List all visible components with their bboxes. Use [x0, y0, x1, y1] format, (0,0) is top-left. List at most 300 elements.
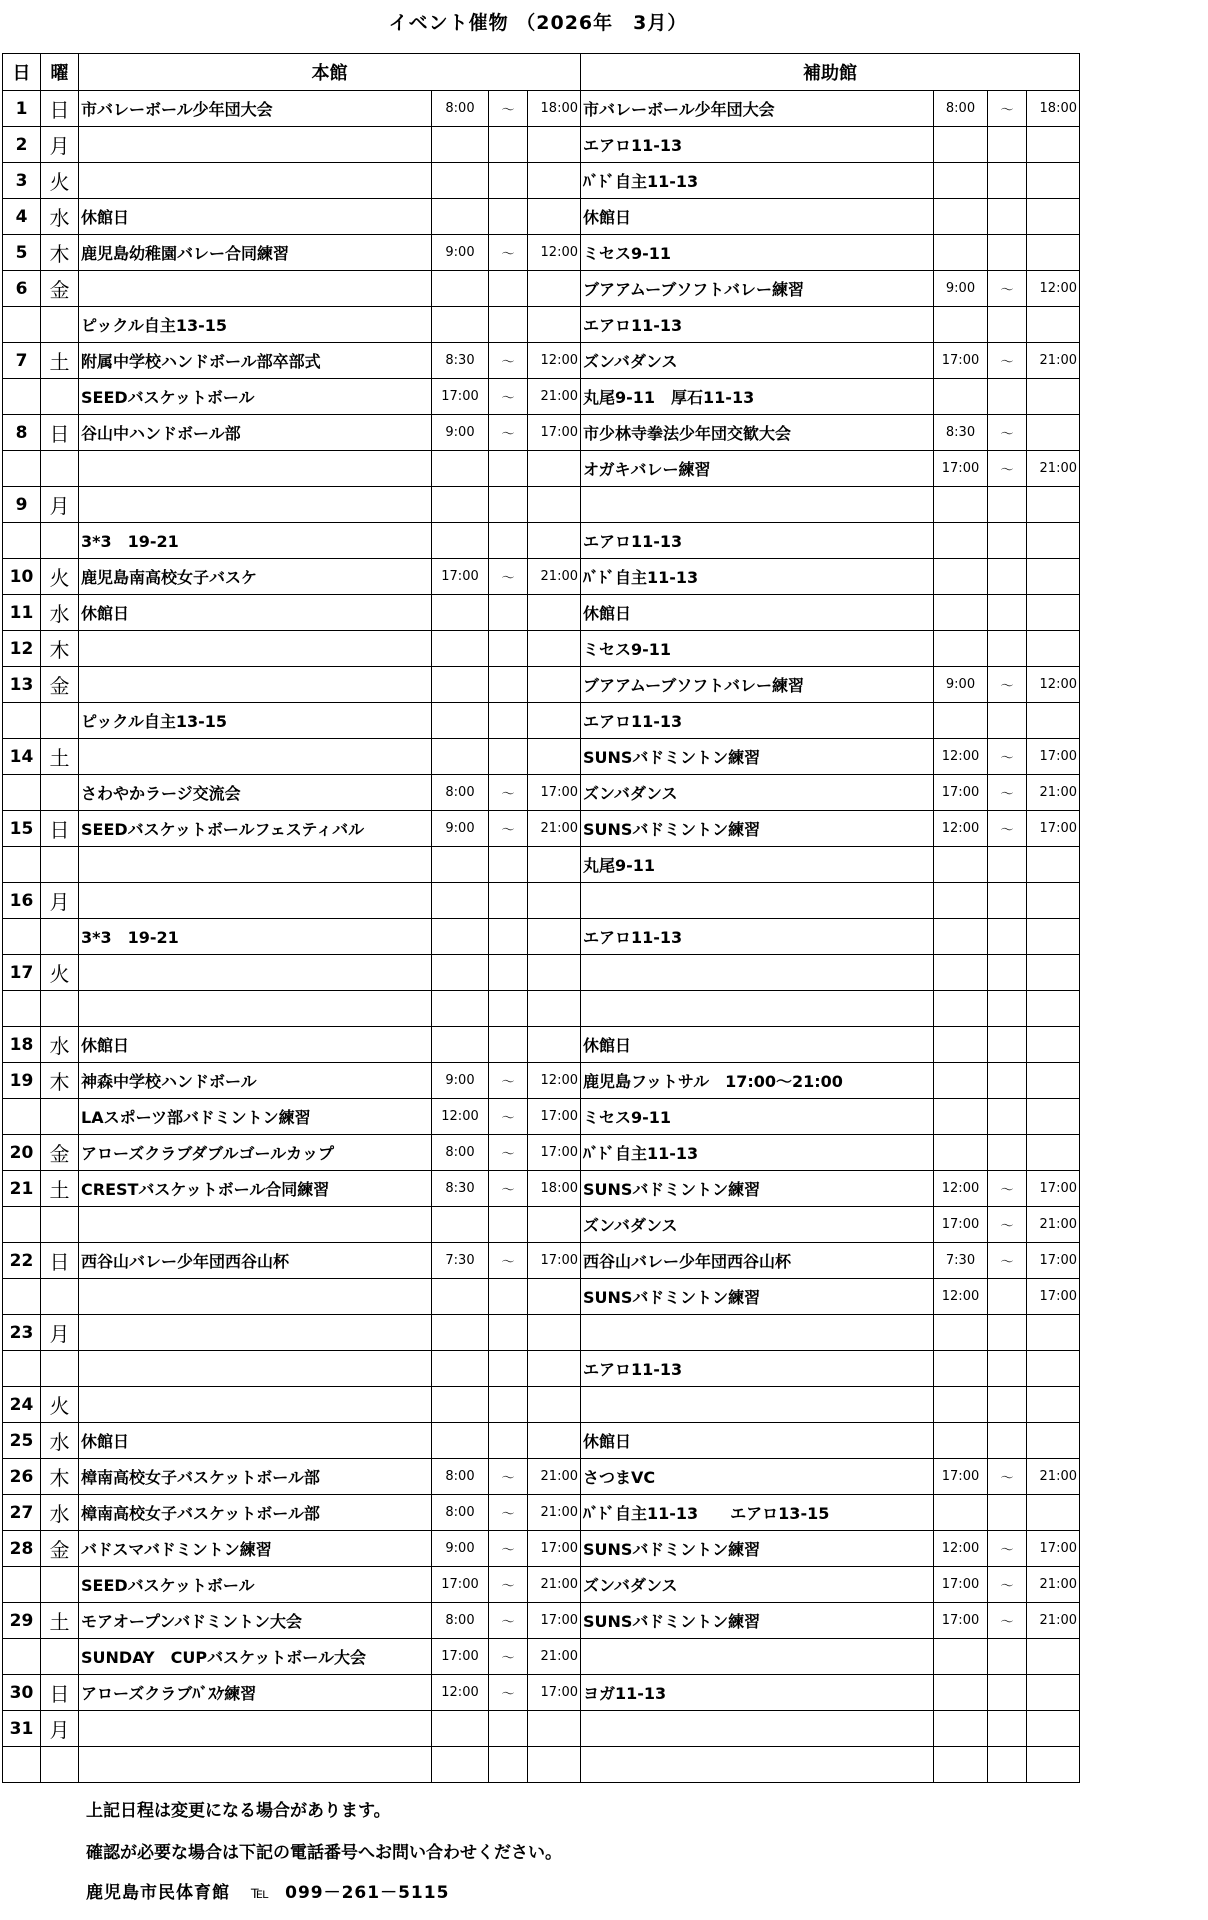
annex-event-cell: エアロ11-13: [581, 523, 934, 559]
main-end-cell: 21:00: [528, 1459, 581, 1495]
annex-tilde-cell: [988, 1423, 1027, 1459]
annex-tilde-cell: [988, 307, 1027, 343]
day-cell: [3, 1279, 41, 1315]
day-cell: 8: [3, 415, 41, 451]
main-start-cell: 8:00: [432, 1135, 489, 1171]
main-tilde-cell: ～: [489, 1567, 528, 1603]
main-event-cell: SEEDバスケットボールフェスティバル: [79, 811, 432, 847]
main-event-cell: CRESTバスケットボール合同練習: [79, 1171, 432, 1207]
annex-start-cell: 17:00: [934, 1603, 988, 1639]
table-header-row: [3, 54, 1080, 91]
main-start-cell: [432, 955, 489, 991]
table-row: [3, 1459, 1080, 1495]
schedule-rows: [3, 91, 1080, 1783]
table-row: [3, 379, 1080, 415]
table-row: [3, 1243, 1080, 1279]
main-end-cell: [528, 523, 581, 559]
main-end-cell: [528, 163, 581, 199]
table-row: [3, 343, 1080, 379]
annex-event-cell: 市少林寺拳法少年団交歓大会: [581, 415, 934, 451]
annex-event-cell: [581, 1747, 934, 1783]
annex-tilde-cell: [988, 1279, 1027, 1315]
weekday-cell: 月: [41, 1711, 79, 1747]
weekday-cell: 日: [41, 1243, 79, 1279]
annex-tilde-cell: [988, 883, 1027, 919]
main-start-cell: [432, 595, 489, 631]
weekday-cell: [41, 991, 79, 1027]
annex-tilde-cell: [988, 1495, 1027, 1531]
annex-start-cell: [934, 1315, 988, 1351]
main-event-cell: [79, 1747, 432, 1783]
main-tilde-cell: [489, 1387, 528, 1423]
header-annex-hall: 補助館: [581, 54, 1080, 91]
annex-start-cell: [934, 955, 988, 991]
main-end-cell: [528, 1387, 581, 1423]
main-event-cell: アローズクラブダブルゴールカップ: [79, 1135, 432, 1171]
weekday-cell: 日: [41, 811, 79, 847]
annex-tilde-cell: [988, 163, 1027, 199]
day-cell: 12: [3, 631, 41, 667]
main-end-cell: [528, 1279, 581, 1315]
main-end-cell: 21:00: [528, 379, 581, 415]
annex-end-cell: [1027, 487, 1080, 523]
annex-start-cell: [934, 1747, 988, 1783]
table-row: [3, 163, 1080, 199]
table-row: [3, 991, 1080, 1027]
annex-event-cell: [581, 1315, 934, 1351]
main-end-cell: 21:00: [528, 1495, 581, 1531]
main-tilde-cell: [489, 271, 528, 307]
table-row: [3, 127, 1080, 163]
table-row: [3, 703, 1080, 739]
annex-tilde-cell: [988, 1027, 1027, 1063]
day-cell: [3, 991, 41, 1027]
annex-event-cell: SUNSバドミントン練習: [581, 811, 934, 847]
main-end-cell: [528, 739, 581, 775]
table-row: [3, 415, 1080, 451]
table-row: [3, 1315, 1080, 1351]
annex-tilde-cell: ～: [988, 1603, 1027, 1639]
annex-end-cell: [1027, 1027, 1080, 1063]
main-start-cell: [432, 163, 489, 199]
annex-tilde-cell: [988, 523, 1027, 559]
main-event-cell: [79, 1279, 432, 1315]
main-event-cell: 休館日: [79, 1027, 432, 1063]
main-start-cell: [432, 739, 489, 775]
day-cell: 9: [3, 487, 41, 523]
contact-line: [86, 1878, 449, 1903]
main-start-cell: [432, 991, 489, 1027]
annex-tilde-cell: ～: [988, 271, 1027, 307]
main-event-cell: さわやかラージ交流会: [79, 775, 432, 811]
main-start-cell: [432, 1315, 489, 1351]
weekday-cell: 火: [41, 559, 79, 595]
main-end-cell: [528, 1711, 581, 1747]
annex-start-cell: 12:00: [934, 811, 988, 847]
day-cell: 15: [3, 811, 41, 847]
annex-tilde-cell: [988, 1387, 1027, 1423]
weekday-cell: 火: [41, 1387, 79, 1423]
main-tilde-cell: ～: [489, 1099, 528, 1135]
table-row: [3, 1279, 1080, 1315]
annex-event-cell: ズンバダンス: [581, 343, 934, 379]
annex-tilde-cell: [988, 1315, 1027, 1351]
annex-event-cell: ﾊﾞﾄﾞ自主11-13: [581, 559, 934, 595]
main-tilde-cell: [489, 1747, 528, 1783]
table-row: [3, 1747, 1080, 1783]
phone-icon: ℡: [250, 1883, 271, 1903]
annex-end-cell: [1027, 1747, 1080, 1783]
annex-start-cell: 12:00: [934, 739, 988, 775]
annex-start-cell: 17:00: [934, 451, 988, 487]
table-row: [3, 559, 1080, 595]
annex-start-cell: [934, 163, 988, 199]
main-start-cell: 9:00: [432, 1531, 489, 1567]
annex-event-cell: ミセス9-11: [581, 1099, 934, 1135]
day-cell: [3, 919, 41, 955]
weekday-cell: [41, 379, 79, 415]
annex-start-cell: [934, 1351, 988, 1387]
annex-event-cell: ﾊﾞﾄﾞ自主11-13: [581, 1135, 934, 1171]
annex-event-cell: ﾊﾞﾄﾞ自主11-13 エアロ13-15: [581, 1495, 934, 1531]
org-name: 鹿児島市民体育館: [86, 1883, 230, 1903]
main-end-cell: [528, 1351, 581, 1387]
main-tilde-cell: [489, 487, 528, 523]
annex-tilde-cell: [988, 847, 1027, 883]
main-event-cell: ピックル自主13-15: [79, 703, 432, 739]
weekday-cell: 木: [41, 1459, 79, 1495]
annex-end-cell: 17:00: [1027, 1531, 1080, 1567]
main-start-cell: 7:30: [432, 1243, 489, 1279]
annex-end-cell: [1027, 955, 1080, 991]
day-cell: [3, 307, 41, 343]
main-event-cell: [79, 667, 432, 703]
annex-end-cell: [1027, 559, 1080, 595]
annex-tilde-cell: [988, 487, 1027, 523]
day-cell: [3, 703, 41, 739]
table-row: [3, 1639, 1080, 1675]
annex-event-cell: ﾊﾞﾄﾞ自主11-13: [581, 163, 934, 199]
main-end-cell: [528, 595, 581, 631]
main-tilde-cell: [489, 703, 528, 739]
annex-tilde-cell: [988, 1351, 1027, 1387]
annex-end-cell: 17:00: [1027, 1279, 1080, 1315]
weekday-cell: [41, 1099, 79, 1135]
weekday-cell: 木: [41, 631, 79, 667]
annex-end-cell: [1027, 1063, 1080, 1099]
annex-start-cell: [934, 883, 988, 919]
main-event-cell: [79, 451, 432, 487]
weekday-cell: 日: [41, 415, 79, 451]
main-tilde-cell: ～: [489, 1243, 528, 1279]
table-row: [3, 235, 1080, 271]
main-event-cell: 西谷山バレー少年団西谷山杯: [79, 1243, 432, 1279]
day-cell: 5: [3, 235, 41, 271]
annex-end-cell: [1027, 883, 1080, 919]
annex-event-cell: [581, 955, 934, 991]
weekday-cell: 月: [41, 883, 79, 919]
table-row: [3, 1711, 1080, 1747]
day-cell: 24: [3, 1387, 41, 1423]
annex-tilde-cell: [988, 1099, 1027, 1135]
table-row: [3, 1567, 1080, 1603]
weekday-cell: [41, 1207, 79, 1243]
annex-end-cell: [1027, 163, 1080, 199]
table-row: [3, 1135, 1080, 1171]
annex-tilde-cell: ～: [988, 811, 1027, 847]
annex-event-cell: さつまVC: [581, 1459, 934, 1495]
annex-end-cell: [1027, 127, 1080, 163]
day-cell: 27: [3, 1495, 41, 1531]
main-end-cell: 18:00: [528, 91, 581, 127]
main-tilde-cell: ～: [489, 235, 528, 271]
day-cell: [3, 775, 41, 811]
annex-start-cell: [934, 991, 988, 1027]
annex-tilde-cell: [988, 595, 1027, 631]
main-tilde-cell: [489, 1711, 528, 1747]
main-end-cell: 17:00: [528, 1603, 581, 1639]
table-row: [3, 739, 1080, 775]
main-event-cell: バドスマバドミントン練習: [79, 1531, 432, 1567]
main-start-cell: [432, 1207, 489, 1243]
main-end-cell: 12:00: [528, 1063, 581, 1099]
annex-end-cell: [1027, 1639, 1080, 1675]
main-start-cell: 8:00: [432, 1459, 489, 1495]
annex-event-cell: 休館日: [581, 199, 934, 235]
day-cell: [3, 1567, 41, 1603]
main-start-cell: [432, 703, 489, 739]
day-cell: 26: [3, 1459, 41, 1495]
table-row: [3, 667, 1080, 703]
day-cell: 17: [3, 955, 41, 991]
weekday-cell: [41, 919, 79, 955]
annex-event-cell: 休館日: [581, 595, 934, 631]
main-start-cell: [432, 847, 489, 883]
annex-start-cell: [934, 919, 988, 955]
annex-start-cell: [934, 487, 988, 523]
main-end-cell: [528, 667, 581, 703]
annex-event-cell: エアロ11-13: [581, 1351, 934, 1387]
main-end-cell: [528, 919, 581, 955]
annex-tilde-cell: ～: [988, 91, 1027, 127]
main-event-cell: SEEDバスケットボール: [79, 1567, 432, 1603]
main-event-cell: 休館日: [79, 199, 432, 235]
main-start-cell: [432, 1711, 489, 1747]
annex-tilde-cell: [988, 1135, 1027, 1171]
weekday-cell: 土: [41, 343, 79, 379]
main-event-cell: ピックル自主13-15: [79, 307, 432, 343]
annex-tilde-cell: ～: [988, 415, 1027, 451]
annex-event-cell: SUNSバドミントン練習: [581, 739, 934, 775]
main-tilde-cell: [489, 883, 528, 919]
main-event-cell: 3*3 19-21: [79, 523, 432, 559]
day-cell: [3, 379, 41, 415]
weekday-cell: 水: [41, 1495, 79, 1531]
main-tilde-cell: ～: [489, 811, 528, 847]
annex-tilde-cell: [988, 1711, 1027, 1747]
annex-start-cell: 17:00: [934, 1567, 988, 1603]
annex-end-cell: [1027, 1351, 1080, 1387]
main-event-cell: [79, 847, 432, 883]
annex-start-cell: 17:00: [934, 1207, 988, 1243]
annex-event-cell: 丸尾9-11 厚石11-13: [581, 379, 934, 415]
annex-end-cell: 21:00: [1027, 1603, 1080, 1639]
main-tilde-cell: [489, 307, 528, 343]
main-event-cell: [79, 1315, 432, 1351]
annex-event-cell: [581, 487, 934, 523]
table-row: [3, 1027, 1080, 1063]
main-tilde-cell: [489, 739, 528, 775]
main-end-cell: 12:00: [528, 343, 581, 379]
weekday-cell: 木: [41, 235, 79, 271]
main-end-cell: [528, 955, 581, 991]
header-main-hall: 本館: [79, 54, 581, 91]
annex-tilde-cell: ～: [988, 1171, 1027, 1207]
main-tilde-cell: ～: [489, 415, 528, 451]
table-row: [3, 847, 1080, 883]
annex-tilde-cell: ～: [988, 451, 1027, 487]
annex-event-cell: [581, 1387, 934, 1423]
main-tilde-cell: ～: [489, 379, 528, 415]
annex-end-cell: [1027, 1315, 1080, 1351]
annex-event-cell: ミセス9-11: [581, 631, 934, 667]
annex-end-cell: [1027, 847, 1080, 883]
weekday-cell: 火: [41, 163, 79, 199]
main-event-cell: SEEDバスケットボール: [79, 379, 432, 415]
main-start-cell: 8:00: [432, 91, 489, 127]
annex-start-cell: [934, 1639, 988, 1675]
annex-start-cell: 8:00: [934, 91, 988, 127]
weekday-cell: [41, 847, 79, 883]
annex-event-cell: [581, 883, 934, 919]
annex-event-cell: ヨガ11-13: [581, 1675, 934, 1711]
weekday-cell: 日: [41, 91, 79, 127]
main-event-cell: [79, 1351, 432, 1387]
annex-event-cell: [581, 1639, 934, 1675]
main-end-cell: 18:00: [528, 1171, 581, 1207]
annex-end-cell: [1027, 199, 1080, 235]
weekday-cell: 月: [41, 487, 79, 523]
annex-event-cell: 丸尾9-11: [581, 847, 934, 883]
annex-event-cell: [581, 991, 934, 1027]
main-event-cell: アローズクラブﾊﾞｽｹ練習: [79, 1675, 432, 1711]
main-event-cell: SUNDAY CUPバスケットボール大会: [79, 1639, 432, 1675]
annex-event-cell: ズンバダンス: [581, 775, 934, 811]
main-tilde-cell: [489, 1351, 528, 1387]
annex-end-cell: [1027, 631, 1080, 667]
annex-start-cell: [934, 1099, 988, 1135]
weekday-cell: [41, 775, 79, 811]
annex-start-cell: [934, 199, 988, 235]
main-end-cell: 17:00: [528, 1135, 581, 1171]
main-tilde-cell: [489, 127, 528, 163]
annex-tilde-cell: [988, 559, 1027, 595]
annex-tilde-cell: [988, 1675, 1027, 1711]
annex-end-cell: 17:00: [1027, 739, 1080, 775]
main-event-cell: [79, 1387, 432, 1423]
main-end-cell: 21:00: [528, 559, 581, 595]
main-tilde-cell: [489, 631, 528, 667]
table-row: [3, 523, 1080, 559]
weekday-cell: 金: [41, 271, 79, 307]
annex-tilde-cell: [988, 127, 1027, 163]
table-row: [3, 955, 1080, 991]
table-row: [3, 487, 1080, 523]
annex-end-cell: [1027, 595, 1080, 631]
weekday-cell: 月: [41, 1315, 79, 1351]
weekday-cell: 水: [41, 1423, 79, 1459]
main-event-cell: [79, 631, 432, 667]
weekday-cell: [41, 703, 79, 739]
main-tilde-cell: [489, 847, 528, 883]
annex-end-cell: [1027, 1423, 1080, 1459]
annex-start-cell: 8:30: [934, 415, 988, 451]
main-end-cell: [528, 1747, 581, 1783]
table-row: [3, 1063, 1080, 1099]
day-cell: [3, 1207, 41, 1243]
day-cell: 14: [3, 739, 41, 775]
main-start-cell: [432, 487, 489, 523]
main-start-cell: [432, 307, 489, 343]
annex-start-cell: 17:00: [934, 1459, 988, 1495]
main-start-cell: 12:00: [432, 1099, 489, 1135]
annex-start-cell: [934, 559, 988, 595]
weekday-cell: 土: [41, 739, 79, 775]
annex-start-cell: [934, 523, 988, 559]
main-start-cell: 8:00: [432, 1495, 489, 1531]
annex-start-cell: 17:00: [934, 343, 988, 379]
main-start-cell: 12:00: [432, 1675, 489, 1711]
annex-event-cell: ズンバダンス: [581, 1207, 934, 1243]
weekday-cell: 水: [41, 1027, 79, 1063]
weekday-cell: 火: [41, 955, 79, 991]
day-cell: [3, 1747, 41, 1783]
annex-start-cell: [934, 1387, 988, 1423]
main-end-cell: [528, 271, 581, 307]
annex-tilde-cell: [988, 1063, 1027, 1099]
day-cell: [3, 523, 41, 559]
main-tilde-cell: ～: [489, 1135, 528, 1171]
main-start-cell: 9:00: [432, 811, 489, 847]
annex-end-cell: [1027, 235, 1080, 271]
main-start-cell: [432, 1279, 489, 1315]
annex-start-cell: 9:00: [934, 667, 988, 703]
weekday-cell: 土: [41, 1603, 79, 1639]
annex-start-cell: 12:00: [934, 1171, 988, 1207]
main-start-cell: 8:00: [432, 1603, 489, 1639]
main-start-cell: [432, 1423, 489, 1459]
annex-start-cell: [934, 307, 988, 343]
weekday-cell: [41, 1567, 79, 1603]
main-start-cell: 17:00: [432, 1567, 489, 1603]
main-end-cell: 21:00: [528, 1639, 581, 1675]
day-cell: 25: [3, 1423, 41, 1459]
annex-start-cell: 17:00: [934, 775, 988, 811]
annex-end-cell: 21:00: [1027, 1207, 1080, 1243]
weekday-cell: [41, 451, 79, 487]
main-tilde-cell: [489, 199, 528, 235]
annex-end-cell: [1027, 991, 1080, 1027]
table-row: [3, 919, 1080, 955]
annex-event-cell: ミセス9-11: [581, 235, 934, 271]
annex-end-cell: [1027, 415, 1080, 451]
main-start-cell: [432, 1387, 489, 1423]
annex-end-cell: [1027, 1711, 1080, 1747]
annex-start-cell: [934, 703, 988, 739]
day-cell: 4: [3, 199, 41, 235]
main-start-cell: 8:00: [432, 775, 489, 811]
main-event-cell: 谷山中ハンドボール部: [79, 415, 432, 451]
